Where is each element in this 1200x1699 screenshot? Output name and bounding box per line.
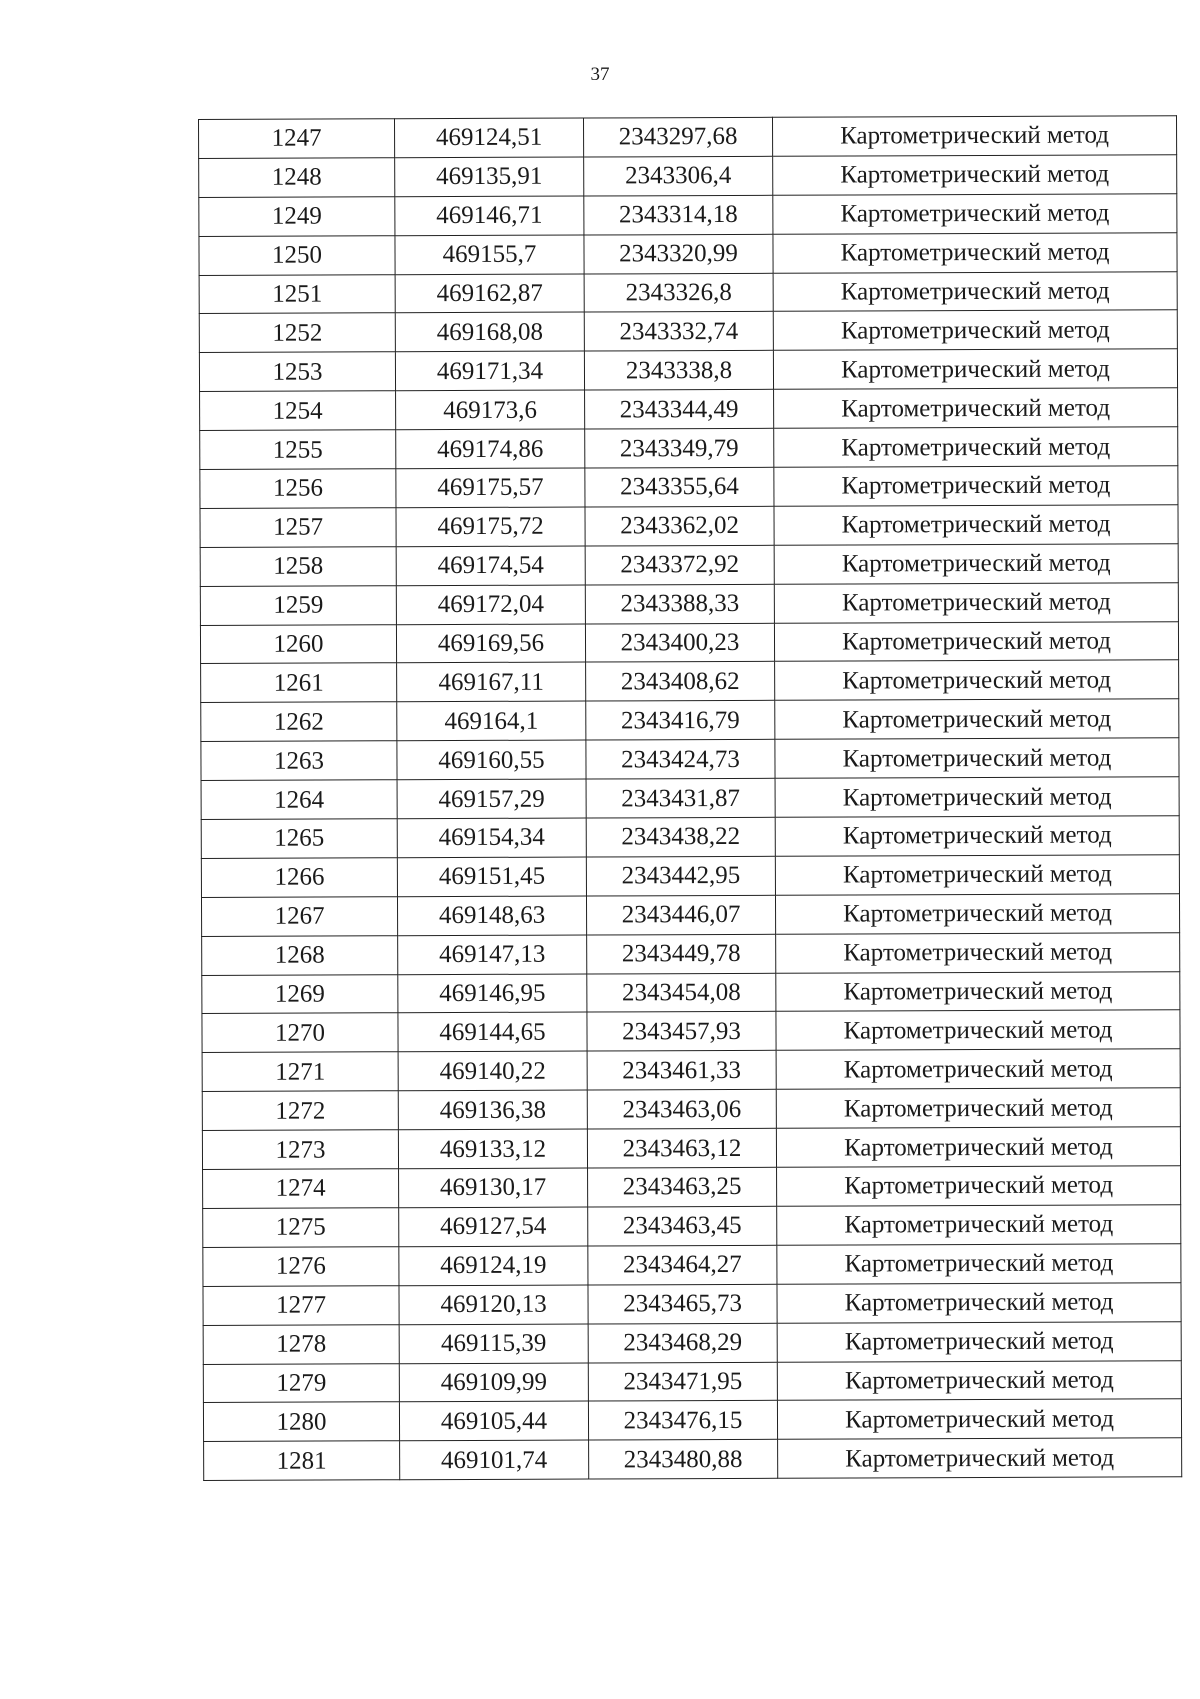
method-cell: Картометрический метод bbox=[775, 738, 1179, 778]
table-row bbox=[203, 1205, 1181, 1248]
method-cell: Картометрический метод bbox=[775, 816, 1179, 856]
point-number-cell: 1261 bbox=[201, 663, 397, 703]
method-cell: Картометрический метод bbox=[778, 1438, 1182, 1478]
y-coordinate-cell: 2343408,62 bbox=[586, 662, 775, 702]
x-coordinate-cell: 469162,87 bbox=[395, 274, 584, 314]
point-number-cell: 1253 bbox=[199, 352, 395, 392]
point-number-cell: 1257 bbox=[200, 508, 396, 548]
method-cell: Картометрический метод bbox=[773, 310, 1177, 350]
x-coordinate-cell: 469127,54 bbox=[399, 1207, 588, 1247]
x-coordinate-cell: 469164,1 bbox=[397, 701, 586, 741]
x-coordinate-cell: 469175,72 bbox=[396, 507, 585, 547]
table-row bbox=[202, 932, 1180, 975]
point-number-cell: 1256 bbox=[200, 469, 396, 509]
y-coordinate-cell: 2343372,92 bbox=[585, 545, 774, 585]
x-coordinate-cell: 469130,17 bbox=[399, 1168, 588, 1208]
table-row bbox=[202, 1127, 1180, 1170]
x-coordinate-cell: 469109,99 bbox=[399, 1363, 588, 1403]
table-row bbox=[203, 1282, 1181, 1325]
table-row bbox=[199, 155, 1177, 198]
point-number-cell: 1255 bbox=[200, 430, 396, 470]
y-coordinate-cell: 2343306,4 bbox=[584, 156, 773, 196]
y-coordinate-cell: 2343463,12 bbox=[587, 1128, 776, 1168]
point-number-cell: 1254 bbox=[200, 391, 396, 431]
point-number-cell: 1271 bbox=[202, 1052, 398, 1092]
x-coordinate-cell: 469146,71 bbox=[395, 196, 584, 236]
x-coordinate-cell: 469140,22 bbox=[398, 1051, 587, 1091]
method-cell: Картометрический метод bbox=[776, 1049, 1180, 1089]
coordinates-table bbox=[198, 115, 1182, 1481]
table-row bbox=[203, 1360, 1181, 1403]
x-coordinate-cell: 469151,45 bbox=[397, 857, 586, 897]
method-cell: Картометрический метод bbox=[774, 427, 1178, 467]
point-number-cell: 1265 bbox=[201, 819, 397, 859]
method-cell: Картометрический метод bbox=[773, 194, 1177, 234]
table-row bbox=[203, 1321, 1181, 1364]
table-row bbox=[199, 271, 1177, 314]
table-row bbox=[200, 427, 1178, 470]
point-number-cell: 1249 bbox=[199, 197, 395, 237]
y-coordinate-cell: 2343362,02 bbox=[585, 506, 774, 546]
point-number-cell: 1274 bbox=[203, 1169, 399, 1209]
point-number-cell: 1275 bbox=[203, 1208, 399, 1248]
x-coordinate-cell: 469168,08 bbox=[395, 312, 584, 352]
y-coordinate-cell: 2343461,33 bbox=[587, 1051, 776, 1091]
page-number: 37 bbox=[590, 64, 610, 85]
y-coordinate-cell: 2343442,95 bbox=[586, 856, 775, 896]
y-coordinate-cell: 2343338,8 bbox=[584, 351, 773, 391]
point-number-cell: 1279 bbox=[203, 1363, 399, 1403]
method-cell: Картометрический метод bbox=[776, 1088, 1180, 1128]
point-number-cell: 1247 bbox=[199, 119, 395, 159]
x-coordinate-cell: 469169,56 bbox=[396, 624, 585, 664]
method-cell: Картометрический метод bbox=[775, 660, 1179, 700]
method-cell: Картометрический метод bbox=[775, 699, 1179, 739]
method-cell: Картометрический метод bbox=[775, 777, 1179, 817]
point-number-cell: 1248 bbox=[199, 158, 395, 198]
table-row bbox=[203, 1399, 1181, 1442]
x-coordinate-cell: 469175,57 bbox=[396, 468, 585, 508]
table-row bbox=[200, 582, 1178, 625]
x-coordinate-cell: 469135,91 bbox=[395, 157, 584, 197]
x-coordinate-cell: 469105,44 bbox=[399, 1401, 588, 1441]
table-row bbox=[201, 660, 1179, 703]
y-coordinate-cell: 2343454,08 bbox=[587, 973, 776, 1013]
table-row bbox=[202, 1088, 1180, 1131]
x-coordinate-cell: 469174,86 bbox=[396, 429, 585, 469]
point-number-cell: 1280 bbox=[203, 1402, 399, 1442]
x-coordinate-cell: 469160,55 bbox=[397, 740, 586, 780]
method-cell: Картометрический метод bbox=[775, 894, 1179, 934]
point-number-cell: 1262 bbox=[201, 702, 397, 742]
point-number-cell: 1267 bbox=[201, 897, 397, 937]
x-coordinate-cell: 469174,54 bbox=[396, 546, 585, 586]
point-number-cell: 1273 bbox=[202, 1130, 398, 1170]
method-cell: Картометрический метод bbox=[774, 505, 1178, 545]
table-row bbox=[201, 894, 1179, 937]
table-row bbox=[202, 1010, 1180, 1053]
y-coordinate-cell: 2343297,68 bbox=[583, 117, 772, 157]
point-number-cell: 1270 bbox=[202, 1013, 398, 1053]
y-coordinate-cell: 2343438,22 bbox=[586, 817, 775, 857]
x-coordinate-cell: 469157,29 bbox=[397, 779, 586, 819]
y-coordinate-cell: 2343468,29 bbox=[588, 1323, 777, 1363]
method-cell: Картометрический метод bbox=[775, 855, 1179, 895]
coordinates-table-body bbox=[199, 116, 1182, 1481]
method-cell: Картометрический метод bbox=[776, 932, 1180, 972]
y-coordinate-cell: 2343449,78 bbox=[587, 934, 776, 974]
y-coordinate-cell: 2343431,87 bbox=[586, 778, 775, 818]
x-coordinate-cell: 469148,63 bbox=[397, 896, 586, 936]
table-row bbox=[199, 194, 1177, 237]
y-coordinate-cell: 2343463,06 bbox=[587, 1090, 776, 1130]
x-coordinate-cell: 469147,13 bbox=[398, 935, 587, 975]
table-row bbox=[200, 621, 1178, 664]
x-coordinate-cell: 469167,11 bbox=[397, 662, 586, 702]
method-cell: Картометрический метод bbox=[776, 1127, 1180, 1167]
table-row bbox=[199, 232, 1177, 275]
point-number-cell: 1276 bbox=[203, 1247, 399, 1287]
x-coordinate-cell: 469171,34 bbox=[395, 351, 584, 391]
table-row bbox=[202, 971, 1180, 1014]
point-number-cell: 1258 bbox=[200, 547, 396, 587]
method-cell: Картометрический метод bbox=[777, 1205, 1181, 1245]
table-row bbox=[199, 310, 1177, 353]
table-row bbox=[200, 505, 1178, 548]
table-row bbox=[201, 699, 1179, 742]
y-coordinate-cell: 2343480,88 bbox=[589, 1440, 778, 1480]
y-coordinate-cell: 2343463,45 bbox=[588, 1206, 777, 1246]
y-coordinate-cell: 2343388,33 bbox=[585, 584, 774, 624]
method-cell: Картометрический метод bbox=[777, 1244, 1181, 1284]
y-coordinate-cell: 2343344,49 bbox=[585, 390, 774, 430]
table-row bbox=[201, 855, 1179, 898]
y-coordinate-cell: 2343320,99 bbox=[584, 234, 773, 274]
method-cell: Картометрический метод bbox=[777, 1321, 1181, 1361]
point-number-cell: 1252 bbox=[199, 313, 395, 353]
method-cell: Картометрический метод bbox=[773, 271, 1177, 311]
table-row bbox=[200, 544, 1178, 587]
y-coordinate-cell: 2343465,73 bbox=[588, 1284, 777, 1324]
y-coordinate-cell: 2343471,95 bbox=[588, 1362, 777, 1402]
x-coordinate-cell: 469133,12 bbox=[398, 1129, 587, 1169]
y-coordinate-cell: 2343457,93 bbox=[587, 1012, 776, 1052]
table-row bbox=[204, 1438, 1182, 1481]
y-coordinate-cell: 2343355,64 bbox=[585, 467, 774, 507]
table-row bbox=[201, 777, 1179, 820]
method-cell: Картометрический метод bbox=[774, 388, 1178, 428]
table-row bbox=[199, 116, 1177, 159]
point-number-cell: 1272 bbox=[202, 1091, 398, 1131]
point-number-cell: 1268 bbox=[202, 935, 398, 975]
y-coordinate-cell: 2343416,79 bbox=[586, 701, 775, 741]
point-number-cell: 1260 bbox=[200, 624, 396, 664]
x-coordinate-cell: 469120,13 bbox=[399, 1285, 588, 1325]
y-coordinate-cell: 2343424,73 bbox=[586, 740, 775, 780]
x-coordinate-cell: 469173,6 bbox=[396, 390, 585, 430]
method-cell: Картометрический метод bbox=[777, 1399, 1181, 1439]
table-row bbox=[203, 1244, 1181, 1287]
method-cell: Картометрический метод bbox=[773, 155, 1177, 195]
x-coordinate-cell: 469146,95 bbox=[398, 974, 587, 1014]
y-coordinate-cell: 2343349,79 bbox=[585, 428, 774, 468]
table-row bbox=[201, 816, 1179, 859]
x-coordinate-cell: 469115,39 bbox=[399, 1324, 588, 1364]
point-number-cell: 1250 bbox=[199, 235, 395, 275]
point-number-cell: 1264 bbox=[201, 780, 397, 820]
table-row bbox=[200, 388, 1178, 431]
x-coordinate-cell: 469101,74 bbox=[400, 1440, 589, 1480]
method-cell: Картометрический метод bbox=[776, 1010, 1180, 1050]
point-number-cell: 1281 bbox=[204, 1441, 400, 1481]
point-number-cell: 1269 bbox=[202, 974, 398, 1014]
method-cell: Картометрический метод bbox=[777, 1282, 1181, 1322]
y-coordinate-cell: 2343326,8 bbox=[584, 273, 773, 313]
x-coordinate-cell: 469154,34 bbox=[397, 818, 586, 858]
x-coordinate-cell: 469124,51 bbox=[395, 118, 584, 158]
x-coordinate-cell: 469124,19 bbox=[399, 1246, 588, 1286]
y-coordinate-cell: 2343446,07 bbox=[586, 895, 775, 935]
table-row bbox=[199, 349, 1177, 392]
x-coordinate-cell: 469144,65 bbox=[398, 1012, 587, 1052]
table-row bbox=[202, 1049, 1180, 1092]
method-cell: Картометрический метод bbox=[774, 621, 1178, 661]
table-row bbox=[200, 466, 1178, 509]
y-coordinate-cell: 2343464,27 bbox=[588, 1245, 777, 1285]
method-cell: Картометрический метод bbox=[777, 1360, 1181, 1400]
method-cell: Картометрический метод bbox=[773, 232, 1177, 272]
table-row bbox=[203, 1166, 1181, 1209]
point-number-cell: 1259 bbox=[200, 585, 396, 625]
x-coordinate-cell: 469172,04 bbox=[396, 585, 585, 625]
method-cell: Картометрический метод bbox=[777, 1166, 1181, 1206]
point-number-cell: 1266 bbox=[201, 858, 397, 898]
point-number-cell: 1263 bbox=[201, 741, 397, 781]
y-coordinate-cell: 2343476,15 bbox=[588, 1401, 777, 1441]
method-cell: Картометрический метод bbox=[772, 116, 1176, 156]
method-cell: Картометрический метод bbox=[773, 349, 1177, 389]
table-row bbox=[201, 738, 1179, 781]
point-number-cell: 1278 bbox=[203, 1324, 399, 1364]
method-cell: Картометрический метод bbox=[774, 544, 1178, 584]
x-coordinate-cell: 469136,38 bbox=[398, 1090, 587, 1130]
point-number-cell: 1251 bbox=[199, 274, 395, 314]
y-coordinate-cell: 2343332,74 bbox=[584, 312, 773, 352]
x-coordinate-cell: 469155,7 bbox=[395, 235, 584, 275]
method-cell: Картометрический метод bbox=[774, 466, 1178, 506]
y-coordinate-cell: 2343400,23 bbox=[585, 623, 774, 663]
point-number-cell: 1277 bbox=[203, 1285, 399, 1325]
method-cell: Картометрический метод bbox=[774, 582, 1178, 622]
y-coordinate-cell: 2343463,25 bbox=[588, 1167, 777, 1207]
method-cell: Картометрический метод bbox=[776, 971, 1180, 1011]
y-coordinate-cell: 2343314,18 bbox=[584, 195, 773, 235]
